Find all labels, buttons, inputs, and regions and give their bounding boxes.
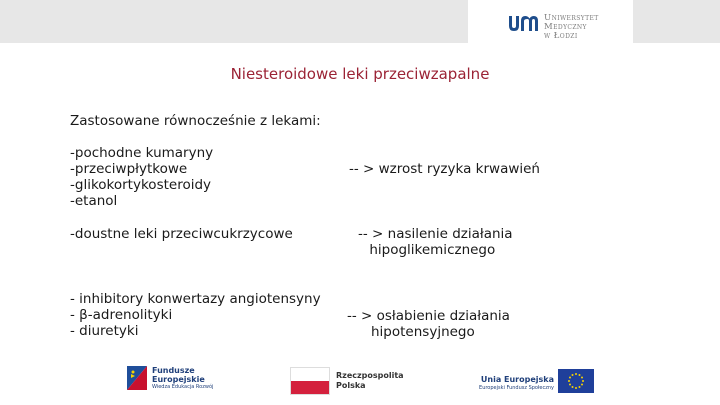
fe-line: Wiedza Edukacja Rozwój <box>152 384 214 390</box>
group1-effect: -- > wzrost ryzyka krwawień <box>349 161 540 177</box>
poland-flag-icon <box>290 367 330 395</box>
university-logo-text <box>544 14 599 41</box>
group1-drug: -pochodne kumaryny <box>70 145 214 161</box>
ue-line: Unia Europejska <box>480 375 554 384</box>
group2-effect-line: -- > nasilenie działania <box>358 226 513 242</box>
logo-line-2: Medyczny <box>544 22 587 32</box>
group3-drug: - β-adrenolityki <box>70 307 173 323</box>
group2-effect-line: hipoglikemicznego <box>369 242 496 258</box>
group3-drug-list <box>70 291 321 339</box>
logo-line-1: Uniwersytet <box>544 13 599 23</box>
group3-effect <box>347 308 510 340</box>
university-logo-mark <box>508 14 540 32</box>
group3-drug: - inhibitory konwertazy angiotensyny <box>70 291 321 307</box>
rzeczpospolita-polska-text <box>336 371 404 391</box>
fundusze-europejskie-text <box>152 366 213 391</box>
footer-logos <box>0 355 720 405</box>
rp-line: Polska <box>336 381 366 390</box>
group2-effect <box>352 226 513 258</box>
fe-line: Fundusze <box>152 366 195 375</box>
group1-drug: -etanol <box>70 193 118 209</box>
intro-text: Zastosowane równocześnie z lekami: <box>70 113 321 129</box>
group3-effect-line: hipotensyjnego <box>371 324 475 340</box>
group1-drug: -glikokortykosteroidy <box>70 177 212 193</box>
eu-flag-icon <box>558 369 594 393</box>
logo-line-3: w Łodzi <box>544 31 578 41</box>
fe-line: Europejskie <box>152 375 205 384</box>
fundusze-europejskie-logo <box>125 364 149 392</box>
ue-line: Europejski Fundusz Społeczny <box>479 385 554 391</box>
group3-effect-line: -- > osłabienie działania <box>347 308 510 324</box>
group3-drug: - diuretyki <box>70 323 139 339</box>
group1-drug-list <box>70 145 213 209</box>
group2-drug: -doustne leki przeciwcukrzycowe <box>70 226 293 242</box>
unia-europejska-text <box>468 375 554 392</box>
rp-line: Rzeczpospolita <box>336 371 404 380</box>
slide-title: Niesteroidowe leki przeciwzapalne <box>230 65 490 83</box>
university-logo <box>468 0 633 43</box>
group1-drug: -przeciwpłytkowe <box>70 161 188 177</box>
